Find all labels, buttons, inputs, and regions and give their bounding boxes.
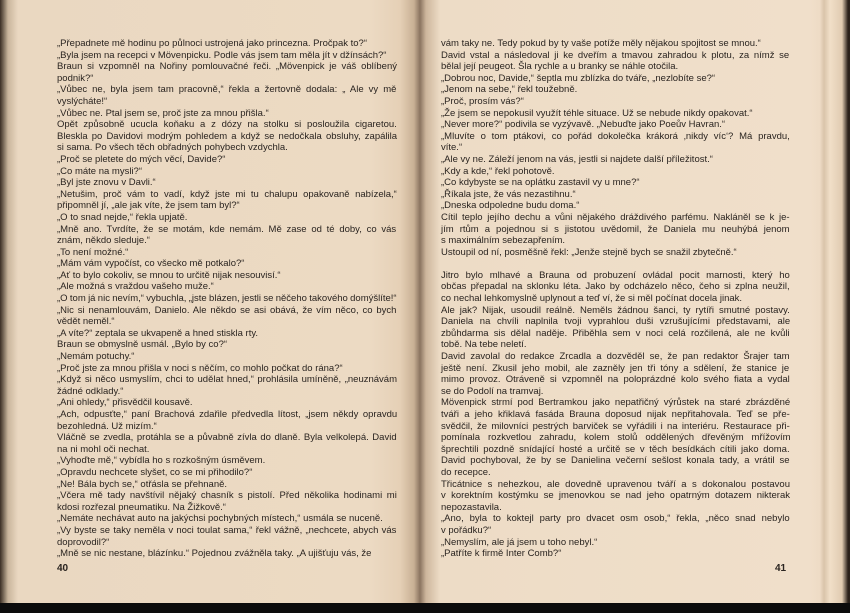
paragraph	[57, 548, 399, 560]
paragraph	[441, 212, 792, 247]
text-line-wrap	[57, 479, 399, 491]
text-line: „Dneska odpoledne budu doma.“	[441, 200, 580, 212]
text-line: „Mluvíte o tom ptákovi, co pořád dokolečka krákorá ‚nikdy víc‘? Má pravdu,	[441, 130, 790, 142]
text-line-wrap	[57, 50, 399, 62]
text-line-wrap	[57, 224, 399, 236]
text-line: Braun se obmyslně usmál. „Bylo by co?“	[57, 339, 228, 351]
text-line-wrap	[57, 270, 399, 282]
text-line: „Že jsem se nepokusil využít téhle situace. Už se nebude nikdy opakovat.“	[441, 107, 753, 119]
paragraph	[57, 455, 399, 467]
paragraph	[441, 189, 792, 201]
left-page-text	[57, 38, 399, 560]
text-line-wrap	[441, 270, 792, 282]
text-line-wrap	[57, 363, 399, 375]
paragraph	[57, 490, 399, 513]
text-line-wrap	[441, 247, 792, 259]
text-line-wrap	[441, 351, 792, 363]
text-line-wrap	[57, 96, 399, 108]
text-line: „Vyhoďte mě,“ vybídla ho s rozkošným úsměvem.	[57, 455, 266, 467]
text-line: „To není možné.“	[57, 246, 129, 258]
text-line-wrap	[57, 455, 399, 467]
text-line-wrap	[441, 131, 792, 143]
text-line-wrap	[441, 142, 792, 154]
text-line-wrap	[441, 409, 792, 421]
paragraph	[441, 73, 792, 85]
text-line: kdosi rozřezal pneumatiku. Na Žižkově.“	[57, 501, 226, 513]
text-line: „O to snad nejde,“ řekla upjatě.	[57, 211, 188, 223]
paragraph	[57, 61, 399, 84]
text-line: Třicátnice s nehezkou, ale dovedně upravenou tváří a s dokonalou postavou	[441, 478, 790, 490]
text-line: „Dobrou noc, Davide,“ šeptla mu zblízka do tváře, „nezlobíte se?“	[441, 72, 716, 84]
text-line: „O tom já nic nevím,“ vybuchla, „jste blázen, jestli se něčeho takového domýšlíte!“	[57, 293, 397, 305]
text-line: jím rtům a pojednou si s jistotou uvědomil, že Daniela mu neuhýbá jenom	[441, 223, 790, 235]
text-line: Daniela na chvíli naplnila tvoji vyprahlou duši vzrušujícími představami, ale	[441, 316, 791, 328]
text-line-wrap	[441, 73, 792, 85]
text-line: „Nemyslím, ale já jsem u toho nebyl.“	[441, 536, 598, 548]
text-line-wrap	[57, 131, 399, 143]
text-line: „Opravdu nechcete slyšet, co se mi přihodilo?“	[57, 466, 253, 478]
text-line: Jitro bylo mlhavé a Brauna od probuzení ovládal pocit marnosti, který ho	[441, 269, 790, 281]
text-line: bezohledná. Už mizím.“	[57, 420, 157, 432]
right-page-text	[441, 38, 792, 560]
text-line-wrap	[57, 200, 399, 212]
paragraph	[57, 351, 399, 363]
text-line-wrap	[57, 467, 399, 479]
text-line-wrap	[57, 142, 399, 154]
text-line: David pochyboval, že by se Danielina večerní sešlost konala tady, a vrátil se	[441, 455, 790, 467]
paragraph	[57, 270, 399, 282]
text-line-wrap	[57, 212, 399, 224]
text-line: „Ani ohledy,“ přisvědčil kousavě.	[57, 397, 193, 409]
paragraph	[441, 548, 792, 560]
text-line-wrap	[57, 305, 399, 317]
text-line: „Ať to bylo cokoliv, se mnou to určitě nijak nesouvisí.“	[57, 269, 281, 281]
text-line: „Proč, prosím vás?“	[441, 95, 524, 107]
paragraph	[441, 247, 792, 259]
text-line-wrap	[441, 293, 792, 305]
text-line-wrap	[441, 177, 792, 189]
text-line: „Patříte k firmě Inter Comb?“	[441, 548, 562, 560]
text-line-wrap	[57, 316, 399, 328]
text-line: s maximálním sebezapřením.	[441, 235, 566, 247]
text-line: „Nic si nenamlouvám, Danielo. Ale někdo se asi obává, že vím něco, co bych	[57, 304, 397, 316]
text-line-wrap	[441, 38, 792, 50]
text-line: se do Podolí na tramvaj.	[441, 385, 544, 397]
text-line: „Přepadnete mě hodinu po půlnoci ustrojená jako princezna. Pročpak to?“	[57, 38, 367, 49]
paragraph	[57, 363, 399, 375]
paragraph	[441, 513, 792, 536]
paragraph	[441, 154, 792, 166]
text-line-wrap	[57, 108, 399, 120]
page-number: 41	[775, 563, 787, 574]
text-line: „Jenom na sebe,“ řekl toužebně.	[441, 84, 578, 96]
paragraph	[441, 108, 792, 120]
paragraph	[57, 189, 399, 212]
text-line-wrap	[441, 61, 792, 73]
text-line: podnik?“	[57, 72, 94, 84]
right-page	[420, 0, 850, 603]
text-line-wrap	[57, 490, 399, 502]
text-line: tobě. Na tebe neletí.	[441, 339, 527, 351]
paragraph	[441, 131, 792, 154]
text-line-wrap	[441, 421, 792, 433]
paragraph	[441, 351, 792, 397]
text-line-wrap	[57, 548, 399, 560]
text-line-wrap	[57, 154, 399, 166]
paragraph	[57, 154, 399, 166]
text-line-wrap	[57, 177, 399, 189]
paragraph	[57, 50, 399, 62]
paragraph	[57, 166, 399, 178]
text-line: pomínala rozkvetlou zahradu, kolem stolů oddělených dřevěným mřížovím	[441, 432, 791, 444]
paragraph	[57, 479, 399, 491]
paragraph	[57, 397, 399, 409]
paragraph	[441, 38, 792, 50]
text-line-wrap	[441, 200, 792, 212]
text-line: Cítil teplo jejího dechu a vůni nějakého dráždivého parfému. Nakláněl se k je-	[441, 211, 790, 223]
text-line: v pořádku?“	[441, 524, 492, 536]
paragraph	[57, 305, 399, 328]
text-line: v korektním kostýmku se jmenovkou se nad jeho opatrným dotazem nikterak	[441, 490, 790, 502]
text-line: „Vůbec ne. Ptal jsem se, proč jste za mnou přišla.“	[57, 107, 269, 119]
text-line-wrap	[57, 537, 399, 549]
text-line-wrap	[441, 166, 792, 178]
text-line: žádné odklady.“	[57, 385, 124, 397]
text-line-wrap	[441, 84, 792, 96]
text-line-wrap	[441, 108, 792, 120]
text-line-wrap	[441, 479, 792, 491]
text-line: Mövenpick strmí pod Bertramkou jako nepatřičný výrůstek na staré zbrázděné	[441, 397, 791, 409]
text-line-wrap	[441, 281, 792, 293]
text-line: „Vůbec ne, byla jsem tam pracovně,“ řekla a žertovně dodala: „ Ale vy mě	[57, 84, 397, 96]
page-number: 40	[57, 563, 69, 574]
paragraph	[441, 96, 792, 108]
text-line-wrap	[57, 84, 399, 96]
text-line-wrap	[441, 513, 792, 525]
text-line-wrap	[441, 386, 792, 398]
text-line: nepozastavila.	[441, 501, 502, 513]
text-line-wrap	[441, 363, 792, 375]
text-line-wrap	[57, 61, 399, 73]
paragraph	[57, 525, 399, 548]
paragraph	[441, 270, 792, 305]
paragraph	[441, 305, 792, 351]
text-line-wrap	[57, 386, 399, 398]
paragraph	[441, 119, 792, 131]
text-line-wrap	[57, 444, 399, 456]
paragraph	[57, 224, 399, 247]
text-line-wrap	[441, 502, 792, 514]
text-line-wrap	[57, 328, 399, 340]
text-line: „Byl jste znovu v Davli.“	[57, 177, 156, 189]
section-break	[441, 258, 792, 270]
text-line: „Nemáte nechávat auto na jakýchsi pochybných místech,“ usmála se nuceně.	[57, 513, 383, 525]
text-line-wrap	[57, 73, 399, 85]
text-line-wrap	[441, 525, 792, 537]
text-line-wrap	[441, 235, 792, 247]
text-line-wrap	[57, 189, 399, 201]
text-line: šprechtili pozdně snídající hosté a určitě se v těch besídkách cítili jako doma.	[441, 443, 790, 455]
text-line-wrap	[441, 397, 792, 409]
text-line: doprovodil?“	[57, 536, 110, 548]
text-line: svědčil, že milovníci pestrých barviček se vyřádili i na interiéru. Restaurace při-	[441, 420, 790, 432]
paragraph	[57, 108, 399, 120]
text-line-wrap	[441, 50, 792, 62]
text-line: Opět způsobně ucucla koňaku a z dózy na stolku si posloužila cigaretou.	[57, 119, 397, 131]
text-line: znám, někdo sleduje.“	[57, 235, 150, 247]
text-line: „Ano, byla to koktejl party pro dvacet osm osob,“ řekla, „něco snad nebylo	[441, 513, 790, 525]
text-line: víte.“	[441, 142, 463, 154]
paragraph	[441, 537, 792, 549]
text-line: „Mám vám vypočíst, co všecko mě potkalo?“	[57, 258, 245, 270]
paragraph	[57, 177, 399, 189]
text-line-wrap	[441, 548, 792, 560]
text-line: vám taky ne. Tedy pokud by ty vaše potíže měly nějakou spojitost se mnou.“	[441, 38, 761, 49]
text-line: „Včera mě tady navštívil nějaký chasník s pistolí. Před několika hodinami mi	[57, 490, 397, 502]
text-line: občas přepadal na sklonku léta. Jako by odcházelo něco, čeho si zplna neužil,	[441, 281, 790, 293]
text-line: „Netušim, proč vám to vadí, když jste mi tu chalupu opakovaně nabízela,“	[57, 188, 397, 200]
paragraph	[57, 328, 399, 340]
text-line: „Proč jste za mnou přišla v noci s něčím, co mohlo počkat do rána?“	[57, 362, 343, 374]
text-line: „Ale možná s vraždou vašeho muže.“	[57, 281, 214, 293]
text-line: „Mně se nic nestane, blázínku.“ Pojednou zvážněla taky. „A ujišťuju vás, že	[57, 548, 372, 560]
text-line: David zavolal do redakce Zrcadla a dozvěděl se, že pan redaktor Šrajer tam	[441, 351, 790, 363]
text-line-wrap	[57, 166, 399, 178]
paragraph	[441, 50, 792, 73]
text-line: „Vy byste se taky neměla v noci toulat sama,“ řekl vážně, „nechcete, abych vás	[57, 524, 397, 536]
text-line-wrap	[441, 224, 792, 236]
text-line: „Kdy a kde,“ řekl pohotově.	[441, 165, 555, 177]
text-line-wrap	[441, 328, 792, 340]
text-line-wrap	[57, 247, 399, 259]
left-page	[0, 0, 420, 603]
text-line: „Ale vy ne. Záleží jenom na vás, jestli si najdete další příležitost.“	[441, 153, 713, 165]
text-line-wrap	[57, 525, 399, 537]
text-line-wrap	[441, 444, 792, 456]
text-line: David vstal a následoval ji ke dveřím a tmavou zahradou k plotu, za nímž se	[441, 49, 790, 61]
paragraph	[441, 397, 792, 478]
paragraph	[57, 432, 399, 455]
text-line-wrap	[441, 537, 792, 549]
text-line: na ni mohl oči nechat.	[57, 443, 150, 455]
paragraph	[57, 513, 399, 525]
text-line-wrap	[441, 96, 792, 108]
text-line-wrap	[57, 351, 399, 363]
text-line-wrap	[57, 293, 399, 305]
paragraph	[57, 293, 399, 305]
text-line-wrap	[441, 432, 792, 444]
text-line: „Říkala jste, že vás nezastihnu.“	[441, 188, 576, 200]
text-line: tváři a jeho křiklavá fasáda Brauna doposud nijak nepřitahovala. Teď se pře-	[441, 409, 790, 420]
text-line: Braun si vzpomněl na Nořiny pomlouvačné řeči. „Mövenpick je váš oblíbený	[57, 61, 397, 73]
paragraph	[57, 212, 399, 224]
text-line: do recepce.	[441, 466, 491, 478]
text-line-wrap	[441, 212, 792, 224]
text-line: „Never more?“ podivila se vyzývavě. „Nebuďte jako Poeův Havran.“	[441, 119, 726, 131]
text-line: „Ach, odpusťte,“ paní Brachová zdařile předvedla lítost, „jsem někdy opravdu	[57, 409, 398, 420]
text-line-wrap	[57, 397, 399, 409]
text-line-wrap	[57, 513, 399, 525]
text-line: Bleskla po Davidovi modrým pohledem a když se nedočkala obsluhy, zapálila	[57, 130, 397, 142]
text-line-wrap	[57, 409, 399, 421]
text-line-wrap	[57, 38, 399, 50]
text-line-wrap	[57, 119, 399, 131]
text-line: vědět neměl.“	[57, 316, 115, 328]
text-line-wrap	[57, 235, 399, 247]
paragraph	[57, 281, 399, 293]
text-line-wrap	[57, 258, 399, 270]
text-line: bělal její peugeot. Šla rychle a u branky se náhle otočila.	[441, 61, 679, 73]
paragraph	[57, 339, 399, 351]
text-line-wrap	[441, 119, 792, 131]
text-line-wrap	[441, 467, 792, 479]
scan-background	[0, 603, 850, 613]
paragraph	[57, 467, 399, 479]
text-line: „Mně ano. Tvrdíte, že se motám, kde nemám. Mě zase od té doby, co vás	[57, 223, 397, 235]
text-line-wrap	[441, 305, 792, 317]
text-line: ještě není. Zkusil jeho mobil, ale zazněly jen tři tóny a sdělení, že stanice je	[441, 362, 790, 374]
text-line: vyslýcháte!“	[57, 95, 108, 107]
text-line-wrap	[57, 502, 399, 514]
text-line: „Byla jsem na recepci v Mövenpicku. Podle vás jsem tam měla jít v džínsách?“	[57, 49, 387, 61]
text-line: „A víte?“ zeptala se ukvapeně a hned stiskla rty.	[57, 327, 259, 339]
text-line: „Nemám potuchy.“	[57, 351, 135, 363]
text-line-wrap	[57, 432, 399, 444]
text-line-wrap	[441, 154, 792, 166]
text-line-wrap	[441, 316, 792, 328]
text-line: „Co kdybyste se na oplátku zastavil vy u mne?“	[441, 177, 640, 189]
paragraph	[441, 177, 792, 189]
text-line-wrap	[441, 490, 792, 502]
paragraph	[441, 84, 792, 96]
paragraph	[57, 409, 399, 432]
paragraph	[57, 119, 399, 154]
text-line-wrap	[441, 455, 792, 467]
text-line: si sama. Po všech těch obřadných pohybech vzdychla.	[57, 142, 288, 154]
text-line-wrap	[57, 281, 399, 293]
paragraph	[441, 479, 792, 514]
paragraph	[57, 84, 399, 107]
text-line: připomněl jí, „ale jak víte, že jsem tam byl?“	[57, 200, 240, 212]
paragraph	[57, 258, 399, 270]
text-line: mimo provoz. Otráveně si vzpomněl na poloprázdné kolo svého fiata a vydal	[441, 374, 790, 386]
text-line: „Proč se pletete do mých věcí, Davide?“	[57, 153, 226, 165]
text-line: Ale jak? Nijak, usoudil reálně. Neměls žádnou šanci, ty rytíři smutné postavy.	[441, 304, 790, 316]
text-line: co nechal lehkomyslně uplynout a teď ví, že si měl počínat docela jinak.	[441, 293, 743, 305]
paragraph	[441, 166, 792, 178]
text-line-wrap	[57, 421, 399, 433]
text-line-wrap	[441, 374, 792, 386]
paragraph	[441, 200, 792, 212]
text-line-wrap	[57, 374, 399, 386]
text-line: „Když si něco usmyslím, chci to udělat hned,“ prohlásila umíněně, „neuznávám	[57, 374, 397, 386]
paragraph	[57, 374, 399, 397]
text-line: zbůhdarma sis dělal naděje. Přiběhla sem v noci celá rozčilená, ale ne kvůli	[441, 327, 790, 339]
text-line: Ustoupil od ní, posměšně řekl: „Jenže stejně bych se snažil zbytečně.“	[441, 246, 737, 258]
text-line: „Co máte na mysli?“	[57, 165, 142, 177]
paragraph	[57, 247, 399, 259]
text-line: Vláčně se zvedla, protáhla se a půvabně zívla do dlaně. Byla velkolepá. David	[57, 432, 397, 444]
text-line: „Ne! Bála bych se,“ otřásla se přehnaně.	[57, 478, 228, 490]
text-line-wrap	[441, 189, 792, 201]
text-line-wrap	[441, 339, 792, 351]
text-line-wrap	[57, 339, 399, 351]
paragraph	[57, 38, 399, 50]
